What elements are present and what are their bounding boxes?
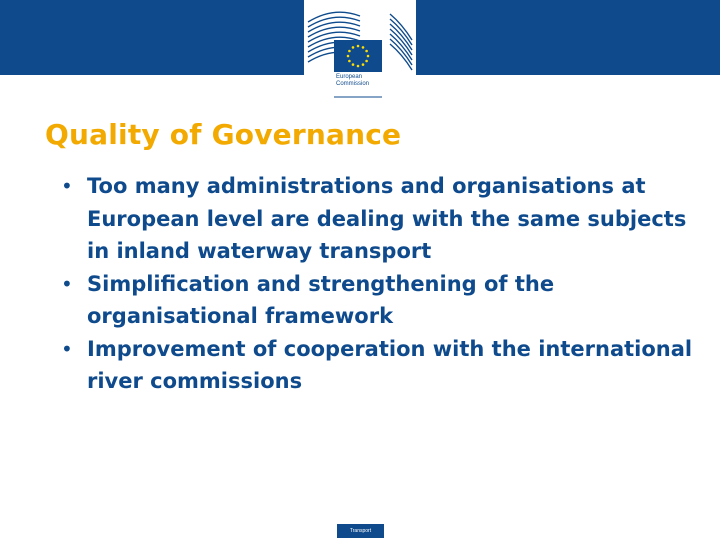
bullet-list (60, 170, 700, 398)
logo-text (336, 74, 369, 88)
logo-line-commission: Commission (336, 81, 370, 87)
bullet-dot-icon: • (61, 336, 73, 361)
footer-label: Transport (337, 524, 384, 538)
bullet-dot-icon: • (61, 174, 73, 198)
bullet-text: Simplification and strengthening of the organisational framework (87, 271, 555, 328)
bullet-item (60, 268, 700, 333)
bullet-dot-icon: • (61, 271, 73, 296)
slide-title: Quality of Governance (45, 118, 402, 151)
logo-line-european: European (336, 74, 363, 80)
bullet-item (60, 170, 700, 268)
european-commission-logo (304, 0, 416, 100)
bullet-text: Too many administrations and organisations at European level are dealing with the same subjects in inland waterway transport (87, 174, 687, 263)
bullet-item (60, 333, 700, 398)
bullet-text: Improvement of cooperation with the international river commissions (87, 336, 693, 393)
